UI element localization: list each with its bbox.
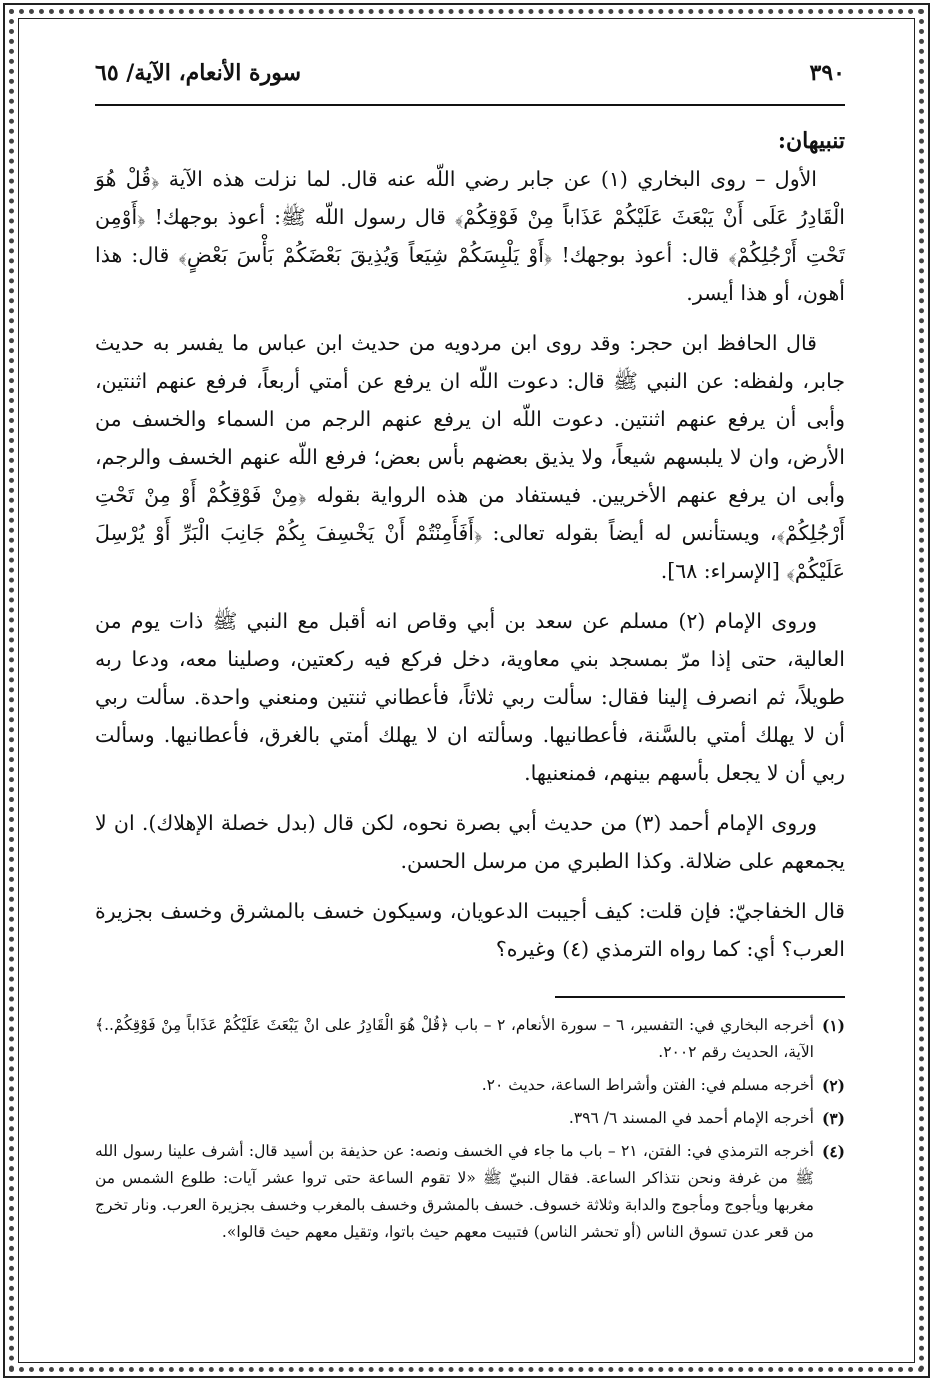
page-number: ٣٩٠ — [809, 60, 845, 86]
footnote-number: (١) — [821, 1016, 845, 1035]
paragraph-ibn-hajar: قال الحافظ ابن حجر: وقد روى ابن مردويه من حديث ابن عباس ما يفسر به حديث جابر، ولفظه: عن النبي ﷺ قال: دعوت اللّه ان يرفع عن أمتي أربعاً، فرفع عنهم اثنتين، وأبى أن يرفع عنهم اثنتين. دعوت اللّه ان يرفع عنهم الرجم من السماء والخسف من الأرض، وان لا يلبسهم شيعاً، ولا يذيق بعضهم بأس بعض؛ فرفع اللّه عنهم الخسف والرجم، وأبى ان يرفع عنهم الأخريين. فيستفاد من هذه الرواية بقوله ﴿مِنْ فَوْقِكُمْ أَوْ مِنْ تَحْتِ أَرْجُلِكُمْ﴾، ويستأنس له أيضاً بقوله تعالى: ﴿أَفَأَمِنْتُمْ أَنْ يَخْسِفَ بِكُمْ جَانِبَ الْبَرِّ أَوْ يُرْسِلَ عَلَيْكُمْ﴾ [الإسراء: ٦٨]. — [95, 331, 845, 583]
footnote-text: أخرجه الإمام أحمد في المسند ٦/ ٣٩٦. — [568, 1109, 814, 1127]
footnote-number: (٤) — [821, 1142, 845, 1161]
paragraph-khafaji: قال الخفاجيّ: فإن قلت: كيف أجيبت الدعويان، وسيكون خسف بالمشرق وخسف بجزيرة العرب؟ أي: كما رواه الترمذي (٤) وغيره؟ — [95, 899, 845, 961]
running-header — [95, 60, 845, 106]
paragraph-bukhari: الأول – روى البخاري (١) عن جابر رضي اللّه عنه قال. لما نزلت هذه الآية ﴿قُلْ هُوَ الْقَادِرُ عَلَى أَنْ يَبْعَثَ عَلَيْكُمْ عَذَاباً مِنْ فَوْقِكُمْ﴾ قال رسول اللّه ﷺ: أعوذ بوجهك! ﴿أَوْمِن تَحْتِ أَرْجُلِكُمْ﴾ قال: أعوذ بوجهك! ﴿أَوْ يَلْبِسَكُمْ شِيَعاً وَيُذِيقَ بَعْضَكُمْ بَأْسَ بَعْضٍ﴾ قال: هذا أهون، أو هذا أيسر. — [95, 167, 845, 305]
running-title: سورة الأنعام، الآية/ ٦٥ — [95, 60, 301, 86]
footnote-2 — [95, 1072, 845, 1099]
footnote-text: أخرجه البخاري في: التفسير، ٦ – سورة الأنعام، ٢ – باب ﴿قُلْ هُوَ الْقَادِرُ على انْ يَبْعَثَ عَلَيْكُمْ عَذَاباً مِنْ فَوْقِكُمْ..﴾ الآية، الحديث رقم ٢٠٠٢. — [95, 1016, 814, 1061]
section-title: تنبيهان: — [777, 128, 845, 154]
footnote-text: أخرجه الترمذي في: الفتن، ٢١ – باب ما جاء في الخسف ونصه: عن حذيفة بن أسيد قال: أشرف علينا رسول الله ﷺ من غرفة ونحن نتذاكر الساعة. فقال النبيّ ﷺ «لا تقوم الساعة حتى تروا عشر آيات: طلوع الشمس من مغربها ويأجوج ومأجوج والدابة وثلاثة خسوف. خسف بالمشرق وخسف بالمغرب وخسف بجزيرة العرب. ونار تخرج من قعر عدن تسوق الناس (أو تحشر الناس) فتبيت معهم حيث باتوا، وتقيل معهم حيث قالوا». — [95, 1142, 814, 1241]
book-page — [95, 60, 845, 1252]
footnote-number: (٢) — [821, 1076, 845, 1095]
footnote-number: (٣) — [821, 1109, 845, 1128]
paragraph-ahmad: وروى الإمام أحمد (٣) من حديث أبي بصرة نحوه، لكن قال (بدل خصلة الإهلاك). ان لا يجمعهم على ضلالة. وكذا الطبري من مرسل الحسن. — [95, 811, 845, 873]
footnote-3 — [95, 1105, 845, 1132]
paragraph-muslim: وروى الإمام (٢) مسلم عن سعد بن أبي وقاص انه أقبل مع النبي ﷺ ذات يوم من العالية، حتى إذا مرّ بمسجد بني معاوية، دخل فركع فيه ركعتين، وصلينا معه، ودعا ربه طويلاً، ثم انصرف إلينا فقال: سألت ربي ثلاثاً، فأعطاني ثنتين ومنعني واحدة. سألت ربي أن لا يهلك أمتي بالسَّنة، فأعطانيها. وسألته ان لا يهلك أمتي بالغرق، فأعطانيها. وسألت ربي أن لا يجعل بأسهم بينهم، فمنعنيها. — [95, 609, 845, 785]
footnote-1 — [95, 1012, 845, 1066]
footnote-text: أخرجه مسلم في: الفتن وأشراط الساعة، حديث ٢٠. — [481, 1076, 814, 1094]
footnote-4 — [95, 1138, 845, 1246]
footnote-separator — [555, 996, 845, 998]
